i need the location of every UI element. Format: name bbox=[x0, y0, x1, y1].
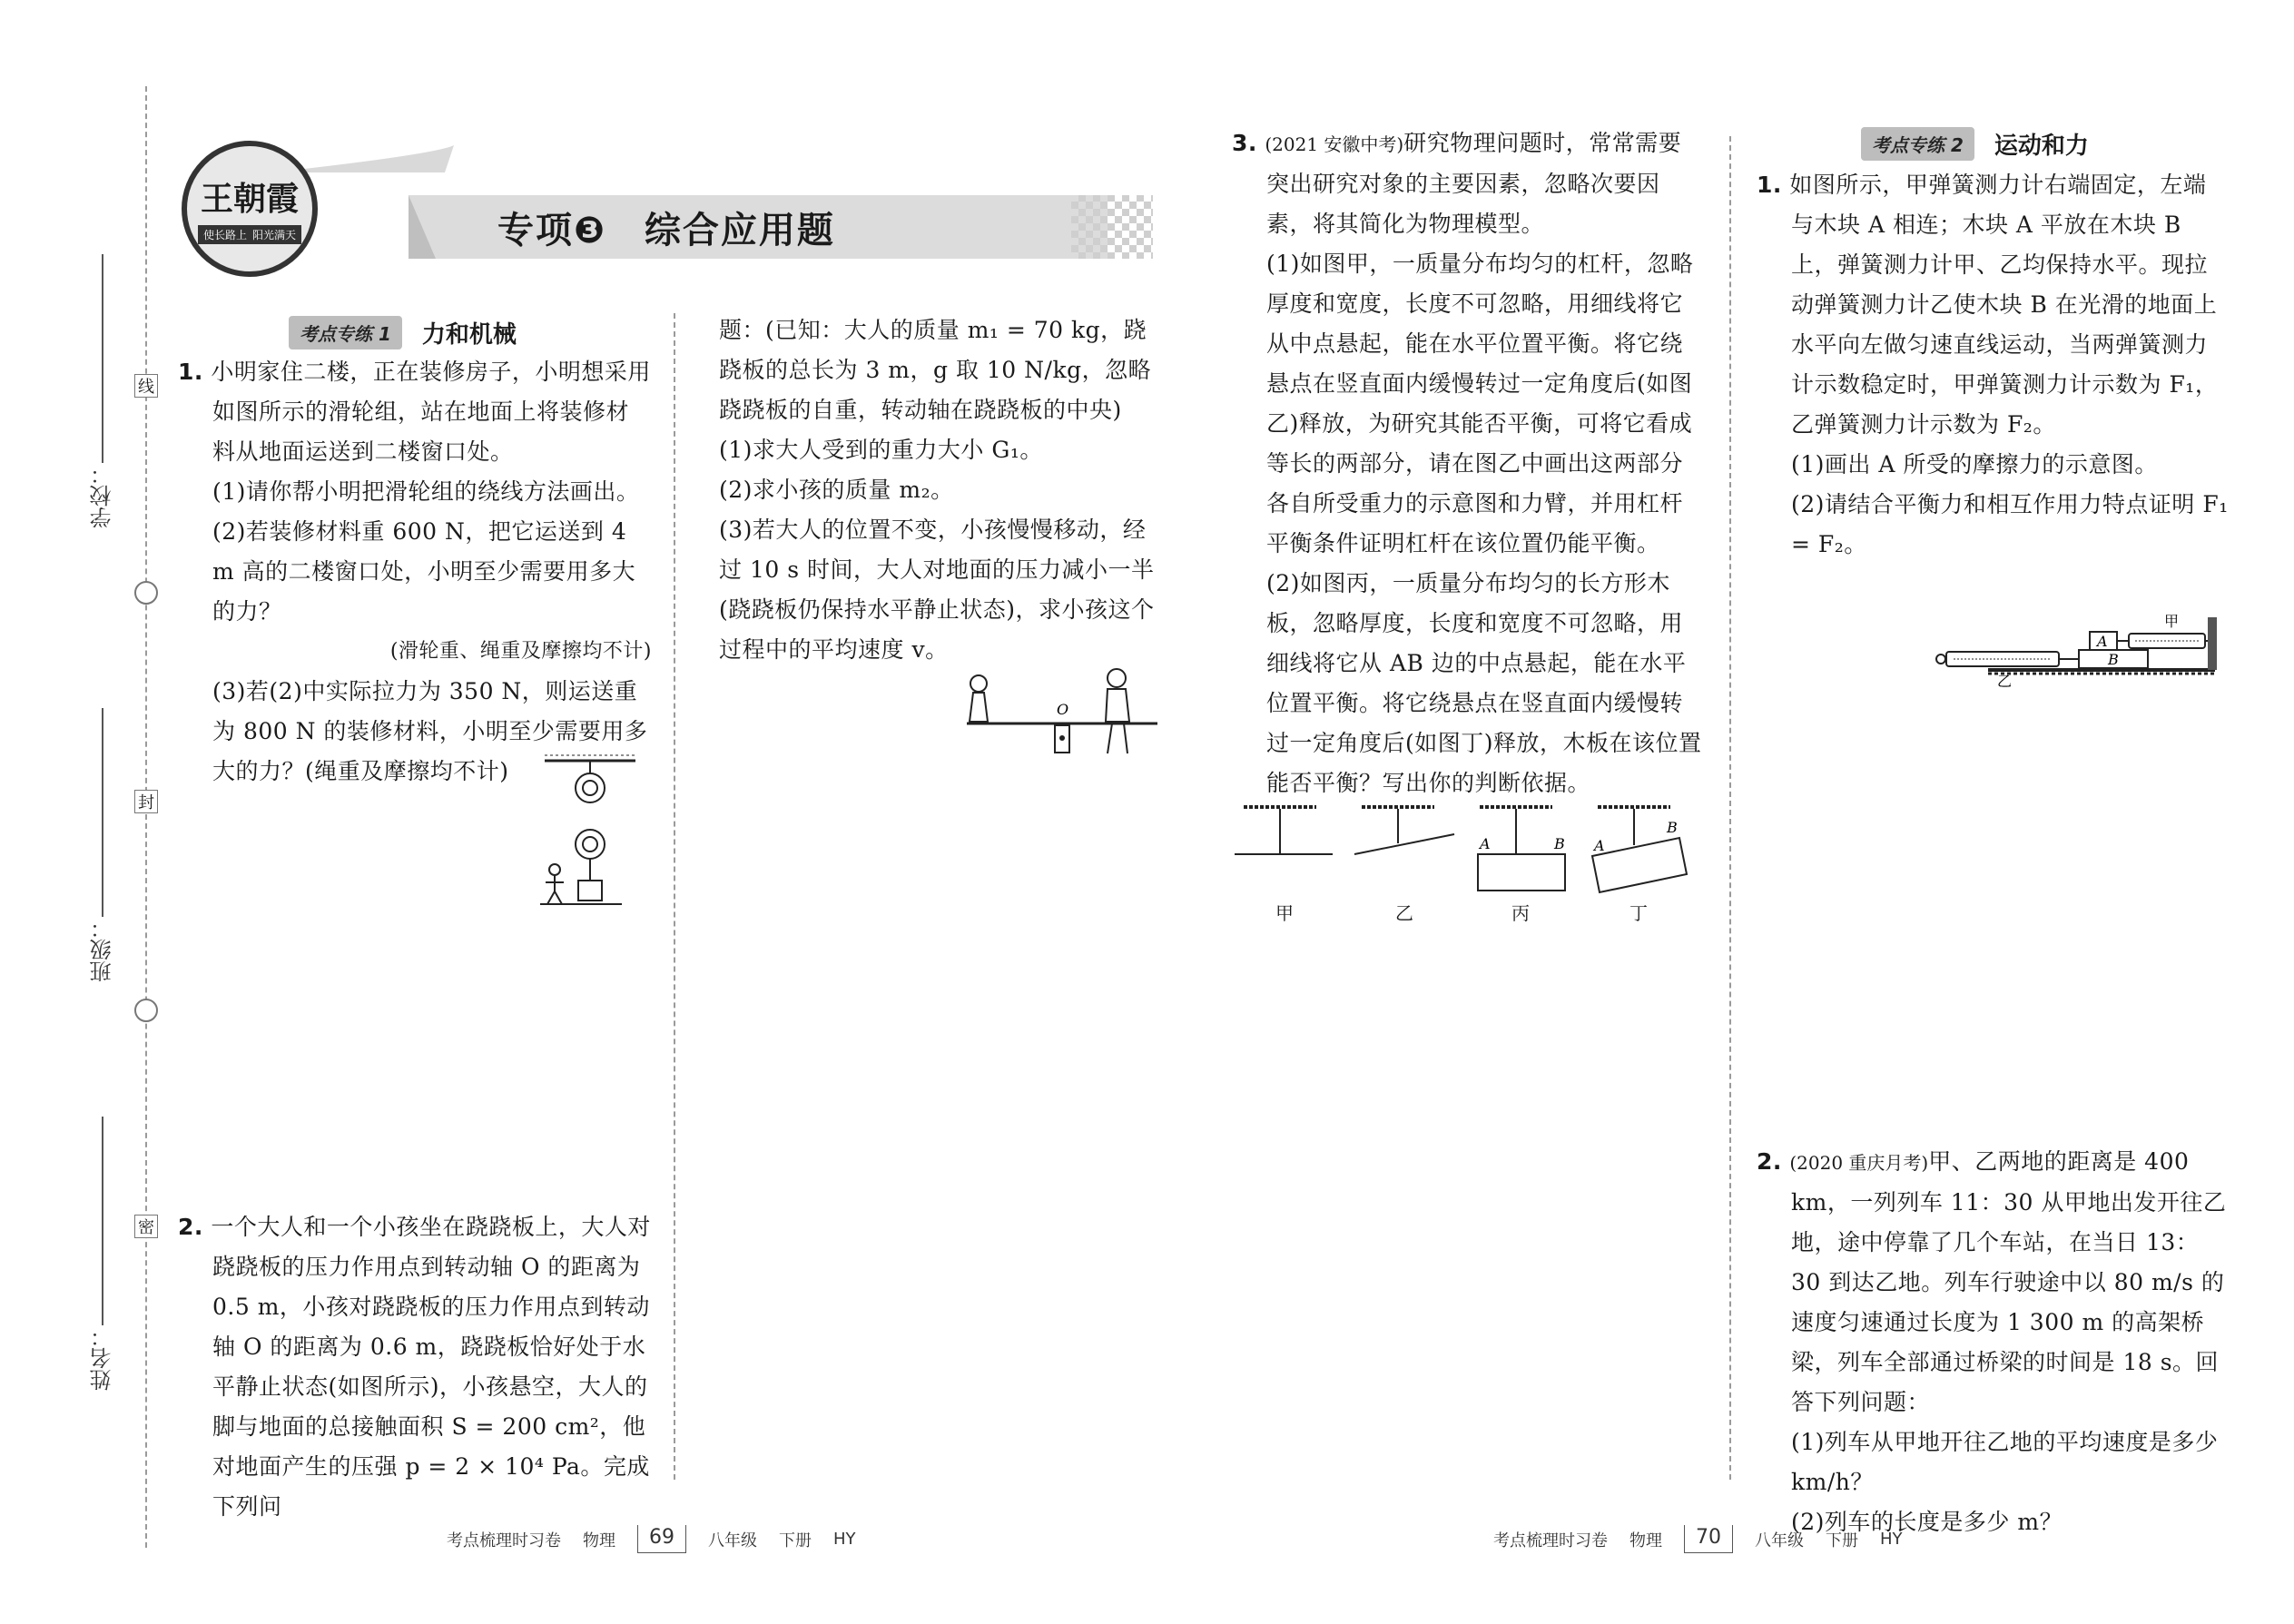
logo-slogan-1: 使长路上 bbox=[202, 229, 247, 241]
section2-q2-stem: 甲、乙两地的距离是 400 km，一列列车 11：30 从甲地出发开往乙地，途中停靠了几个车站，在当日 13：30 到达乙地。列车行驶途中以 80 m/s 的速度匀速通过长度为 1 300 m 的高架桥梁，列车全部通过桥梁的时间是 18 s。回答下列问题： bbox=[1791, 1148, 2227, 1415]
question-2 bbox=[178, 1207, 652, 1527]
fulcrum-o-label: O bbox=[1057, 701, 1069, 718]
question-2-given: 题：(已知：大人的质量 m₁ = 70 kg，跷跷板的总长为 3 m，g 取 10 N/kg，忽略跷跷板的自重，转动轴在跷跷板的中央) bbox=[719, 317, 1152, 423]
spring-scale-figure bbox=[1934, 608, 2224, 690]
question-1-note: (滑轮重、绳重及摩擦均不计) bbox=[389, 640, 652, 663]
pulley-figure bbox=[540, 753, 640, 917]
footer-subject: 物理 bbox=[1629, 1530, 1662, 1550]
page-title: 专项❸ 综合应用题 bbox=[497, 210, 835, 251]
section2-q1-stem: 如图所示，甲弹簧测力计右端固定，左端与木块 A 相连；木块 A 平放在木块 B 上，弹簧测力计甲、乙均保持水平。现拉动弹簧测力计乙使木块 B 在光滑的地面上水平向左做匀速直线运动，当两弹簧测力计示数稳定时，甲弹簧测力计示数为 F₁，乙弹簧测力计示数为 F₂。 bbox=[1789, 172, 2219, 438]
column-divider-2 bbox=[1729, 136, 1731, 1480]
question-2-part-2: (2)求小孩的质量 m₂。 bbox=[719, 477, 954, 503]
question-2-part-3: (3)若大人的位置不变，小孩慢慢移动，经过 10 s 时间，大人对地面的压力减小一半(跷跷板仍保持水平静止状态)，求小孩这个过程中的平均速度 v。 bbox=[719, 517, 1155, 663]
cut-mark-line: 线 bbox=[134, 374, 158, 398]
section2-header bbox=[1861, 127, 2089, 161]
footer-volume: 下册 bbox=[1826, 1530, 1858, 1550]
footer-left bbox=[447, 1525, 856, 1553]
point-a-label: A bbox=[1594, 837, 1605, 854]
footer-book: 考点梳理时习卷 bbox=[447, 1530, 561, 1550]
section2-q1-part-2: (2)请结合平衡力和相互作用力特点证明 F₁ = F₂。 bbox=[1791, 491, 2229, 557]
binding-dashed-line bbox=[145, 86, 147, 1548]
point-a-label: A bbox=[1480, 835, 1491, 852]
question-1 bbox=[178, 352, 652, 792]
footer-subject: 物理 bbox=[583, 1530, 615, 1550]
section1-tag: 考点专练 1 bbox=[289, 316, 402, 349]
class-underline bbox=[102, 708, 103, 917]
column-divider-1 bbox=[674, 313, 675, 1480]
footer-edition: HY bbox=[833, 1530, 856, 1549]
section1-title: 力和机械 bbox=[421, 321, 517, 349]
section2-tag: 考点专练 2 bbox=[1861, 127, 1974, 161]
cut-circle-icon bbox=[134, 999, 158, 1022]
logo-ribbon bbox=[198, 225, 301, 244]
name-label: 姓名： bbox=[90, 1325, 115, 1391]
logo-badge bbox=[182, 141, 318, 277]
scale-yi-label: 乙 bbox=[1997, 673, 2013, 690]
footer-grade: 八年级 bbox=[1755, 1530, 1804, 1550]
section2-q1-part-1: (1)画出 A 所受的摩擦力的示意图。 bbox=[1791, 451, 2158, 477]
school-underline bbox=[102, 254, 103, 463]
scale-jia-label: 甲 bbox=[2164, 613, 2180, 630]
question-2-part-1: (1)求大人受到的重力大小 G₁。 bbox=[719, 437, 1043, 463]
section2-q2-source: (2020 重庆月考) bbox=[1789, 1152, 1929, 1174]
seesaw-figure bbox=[962, 667, 1162, 758]
block-b-label: B bbox=[2108, 651, 2119, 668]
footer-volume: 下册 bbox=[779, 1530, 812, 1550]
question-1-stem: 小明家住二楼，正在装修房子，小明想采用如图所示的滑轮组，站在地面上将装修材料从地面运送到二楼窗口处。 bbox=[211, 359, 651, 465]
cut-circle-icon bbox=[134, 581, 158, 605]
question-3 bbox=[1232, 123, 1704, 803]
question-3-part-1: (1)如图甲，一质量分布均匀的杠杆，忽略厚度和宽度，长度不可忽略，用细线将它从中点悬起，能在水平位置平衡。将它绕悬点在竖直面内缓慢转过一定角度后(如图乙)释放，为研究其能否平衡，可将它看成等长的两部分，请在图乙中画出这两部分各自所受重力的示意图和力臂，并用杠杆平衡条件证明杠杆在该位置仍能平衡。 bbox=[1266, 251, 1694, 556]
figure-label-ding: 丁 bbox=[1629, 902, 1648, 924]
section2-q2-part-1: (1)列车从甲地开往乙地的平均速度是多少 km/h？ bbox=[1791, 1429, 2219, 1495]
footer-grade: 八年级 bbox=[708, 1530, 757, 1550]
point-b-label: B bbox=[1667, 819, 1678, 836]
footer-right bbox=[1493, 1525, 1903, 1553]
question-1-part-3: (3)若(2)中实际拉力为 350 N，则运送重为 800 N 的装修材料，小明至少需要用多大的力？(绳重及摩擦均不计) bbox=[212, 678, 648, 784]
question-3-part-2: (2)如图丙，一质量分布均匀的长方形木板，忽略厚度，长度和宽度不可忽略，用细线将它从 AB 边的中点悬起，能在水平位置平衡。将它绕悬点在竖直面内缓慢转过一定角度后(如图丁)释放，木板在该位置能否平衡？写出你的判断依据。 bbox=[1266, 570, 1702, 796]
page-number: 69 bbox=[637, 1525, 686, 1553]
cut-mark-secret: 密 bbox=[134, 1215, 158, 1238]
section2-q2-number: 2. bbox=[1757, 1148, 1782, 1175]
logo-name: 王朝霞 bbox=[200, 180, 299, 218]
section2-q2-part-2: (2)列车的长度是多少 m？ bbox=[1791, 1509, 2063, 1535]
footer-book: 考点梳理时习卷 bbox=[1493, 1530, 1608, 1550]
question-1-part-2: (2)若装修材料重 600 N，把它运送到 4 m 高的二楼窗口处，小明至少需要用多大的力？ bbox=[212, 518, 636, 625]
figure-ding bbox=[1592, 807, 1687, 892]
question-3-source: (2021 安徽中考) bbox=[1265, 133, 1404, 155]
section2-title: 运动和力 bbox=[1994, 133, 2089, 160]
question-2-continued bbox=[719, 310, 1162, 670]
class-field bbox=[86, 708, 118, 1008]
section2-q1-number: 1. bbox=[1757, 172, 1782, 198]
section2-question-1 bbox=[1757, 165, 2229, 565]
question-3-intro: 研究物理问题时，常常需要突出研究对象的主要因素，忽略次要因素，将其简化为物理模型。 bbox=[1266, 130, 1682, 237]
figure-label-yi: 乙 bbox=[1395, 902, 1413, 924]
question-1-part-1: (1)请你帮小明把滑轮组的绕线方法画出。 bbox=[212, 478, 640, 505]
block-a-label: A bbox=[2097, 633, 2108, 650]
question-2-number: 2. bbox=[178, 1214, 203, 1240]
name-underline bbox=[102, 1117, 103, 1325]
figure-bing bbox=[1478, 807, 1565, 891]
name-field bbox=[86, 1117, 118, 1416]
section2-question-2 bbox=[1757, 1142, 2229, 1542]
school-label: 学校： bbox=[90, 463, 115, 528]
page-number: 70 bbox=[1684, 1525, 1733, 1553]
question-1-number: 1. bbox=[178, 359, 203, 385]
section1-header bbox=[289, 316, 517, 349]
figure-label-jia: 甲 bbox=[1275, 902, 1294, 924]
question-3-number: 3. bbox=[1232, 130, 1257, 156]
footer-edition: HY bbox=[1880, 1530, 1903, 1549]
figure-yi bbox=[1354, 807, 1454, 854]
class-label: 班级： bbox=[90, 917, 115, 982]
figure-jia bbox=[1235, 807, 1333, 854]
figure-label-bing: 丙 bbox=[1511, 902, 1530, 924]
point-b-label: B bbox=[1554, 835, 1565, 852]
cut-mark-seal: 封 bbox=[134, 790, 158, 813]
school-field bbox=[86, 254, 118, 554]
logo-slogan-2: 阳光满天 bbox=[252, 229, 297, 241]
question-2-stem: 一个大人和一个小孩坐在跷跷板上，大人对跷跷板的压力作用点到转动轴 O 的距离为 0.5 m，小孩对跷跷板的压力作用点到转动轴 O 的距离为 0.6 m，跷跷板恰好处于水平静止状态(如图所示)，小孩悬空，大人的脚与地面的总接触面积 S = 200 cm²，他对地面产生的压强 p = 2 × 10⁴ Pa。完成下列问 bbox=[211, 1214, 651, 1520]
